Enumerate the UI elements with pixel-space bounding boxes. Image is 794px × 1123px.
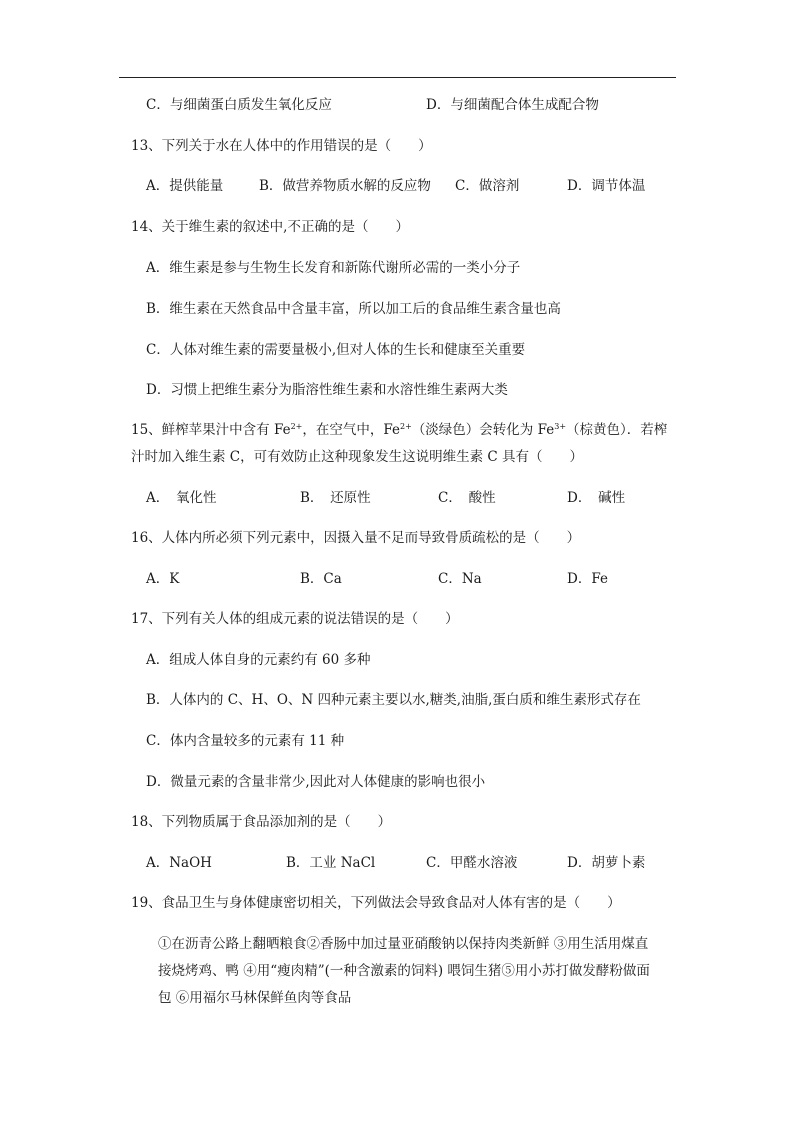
- question-17-stem: 17、下列有关人体的组成元素的说法错误的是（ ）: [131, 611, 459, 627]
- option-a[interactable]: A．组成人体自身的元素约有 60 多种: [146, 652, 371, 668]
- option-b[interactable]: B． 还原性: [300, 490, 371, 506]
- option-d[interactable]: D． 碱性: [567, 490, 626, 506]
- option-c[interactable]: C． 酸性: [438, 490, 496, 506]
- option-d[interactable]: D．胡萝卜素: [567, 855, 646, 871]
- option-a[interactable]: A． 氧化性: [146, 490, 217, 506]
- option-d[interactable]: D．Fe: [567, 571, 608, 587]
- option-c[interactable]: C．Na: [438, 571, 482, 587]
- option-d[interactable]: D．微量元素的含量非常少,因此对人体健康的影响也很小: [146, 774, 486, 790]
- question-19-body-line: 接烧烤鸡、鸭 ④用“瘦肉精”(一种含激素的饲料) 喂饲生猪⑤用小苏打做发酵粉做面: [158, 963, 650, 979]
- option-c[interactable]: C．做溶剂: [455, 178, 520, 194]
- option-d[interactable]: D．与细菌配合体生成配合物: [426, 97, 599, 113]
- question-13-stem: 13、下列关于水在人体中的作用错误的是（ ）: [131, 138, 432, 154]
- option-d[interactable]: D．调节体温: [567, 178, 646, 194]
- question-18-stem: 18、下列物质属于食品添加剂的是（ ）: [131, 814, 392, 830]
- question-19-body-line: ①在沥青公路上翻晒粮食②香肠中加过量亚硝酸钠以保持肉类新鲜 ③用生活用煤直: [158, 936, 649, 952]
- option-c[interactable]: C．体内含量较多的元素有 11 种: [146, 733, 345, 749]
- superscript: 2+: [290, 422, 303, 431]
- option-a[interactable]: A．提供能量: [146, 178, 224, 194]
- question-16-stem: 16、人体内所必须下列元素中，因摄入量不足而导致骨质疏松的是（ ）: [131, 530, 581, 546]
- option-c[interactable]: C．甲醛水溶液: [426, 855, 518, 871]
- option-b[interactable]: B．维生素在天然食品中含量丰富，所以加工后的食品维生素含量也高: [146, 301, 561, 317]
- question-15-stem-line2: 汁时加入维生素 C，可有效防止这种现象发生这说明维生素 C 具有（ ）: [131, 449, 584, 465]
- header-rule: [119, 77, 676, 78]
- superscript: 2+: [400, 422, 412, 431]
- superscript: 3+: [554, 422, 567, 431]
- option-d[interactable]: D．习惯上把维生素分为脂溶性维生素和水溶性维生素两大类: [146, 382, 508, 398]
- option-c[interactable]: C．与细菌蛋白质发生氧化反应: [146, 97, 332, 113]
- option-b[interactable]: B．做营养物质水解的反应物: [259, 178, 431, 194]
- question-14-stem: 14、关于维生素的叙述中,不正确的是（ ）: [131, 219, 409, 235]
- option-b[interactable]: B．工业 NaCl: [286, 855, 376, 871]
- option-b[interactable]: B．Ca: [300, 571, 342, 587]
- option-a[interactable]: A．NaOH: [146, 855, 212, 871]
- question-19-body-line: 包 ⑥用福尔马林保鲜鱼肉等食品: [158, 990, 352, 1006]
- question-19-stem: 19、食品卫生与身体健康密切相关，下列做法会导致食品对人体有害的是（ ）: [131, 895, 621, 911]
- question-15-stem: 15、鲜榨苹果汁中含有 $Fe^{2+}$，在空气中，$Fe^{2+}$（淡绿色）会转化为 $Fe^{3+}$（棕黄色）．若榨: [131, 422, 668, 438]
- option-b[interactable]: B．人体内的 C、H、O、N 四种元素主要以水,糖类,油脂,蛋白质和维生素形式存在: [146, 692, 641, 708]
- option-a[interactable]: A．K: [146, 571, 180, 587]
- option-c[interactable]: C．人体对维生素的需要量极小,但对人体的生长和健康至关重要: [146, 342, 526, 358]
- option-a[interactable]: A．维生素是参与生物生长发育和新陈代谢所必需的一类小分子: [146, 260, 521, 276]
